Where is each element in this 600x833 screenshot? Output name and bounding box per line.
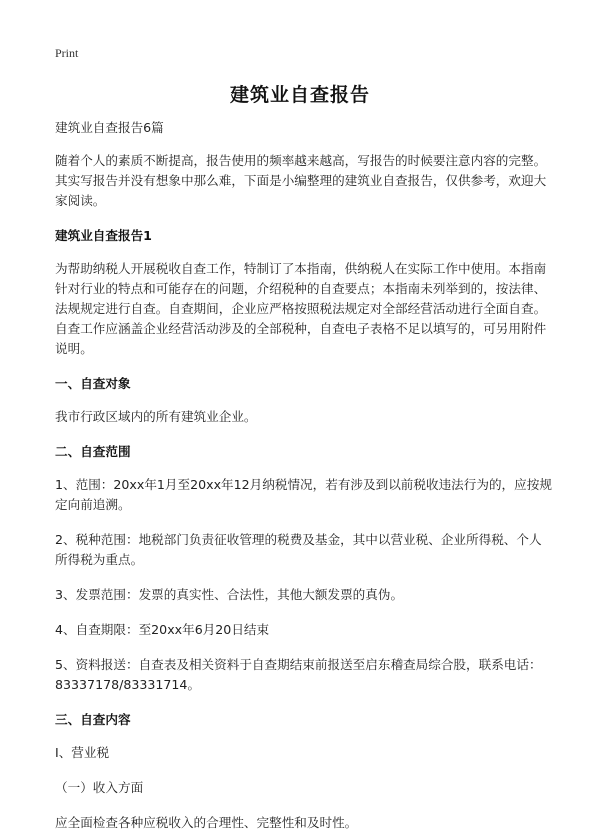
report1-heading: 建筑业自查报告1 <box>55 228 152 243</box>
section3-subheading-1: I、营业税 <box>55 745 110 760</box>
intro-paragraph: 随着个人的素质不断提高，报告使用的频率越来越高，写报告的时候要注意内容的完整。其实写报告并没有想象中那么难，下面是小编整理的建筑业自查报告，仅供参考，欢迎大家阅读。 <box>55 153 547 208</box>
section3-text: 应全面检查各种应税收入的合理性、完整性和及时性。 <box>55 815 358 830</box>
article-body <box>55 118 553 833</box>
section2-heading: 二、自查范围 <box>55 444 131 459</box>
section3-heading: 三、自查内容 <box>55 712 131 727</box>
section2-item-3: 3、发票范围：发票的真实性、合法性，其他大额发票的真伪。 <box>55 587 404 602</box>
section1-text: 我市行政区域内的所有建筑业企业。 <box>55 409 257 424</box>
section2-item-2: 2、税种范围：地税部门负责征收管理的税费及基金，其中以营业税、企业所得税、个人所得税为重点。 <box>55 532 542 567</box>
section2-item-4: 4、自查期限：至20xx年6月20日结束 <box>55 622 270 637</box>
report1-intro-paragraph: 为帮助纳税人开展税收自查工作，特制订了本指南，供纳税人在实际工作中使用。本指南针对行业的特点和可能存在的问题，介绍税种的自查要点；本指南未列举到的，按法律、法规规定进行自查。自查期间，企业应严格按照税法规定对全部经营活动进行全面自查。自查工作应涵盖企业经营活动涉及的全部税种，自查电子表格不足以填写的，可另用附件说明。 <box>55 261 547 356</box>
page-title: 建筑业自查报告 <box>229 84 370 106</box>
section3-subheading-2: （一）收入方面 <box>55 780 144 795</box>
section2-item-1: 1、范围：20xx年1月至20xx年12月纳税情况，若有涉及到以前税收违法行为的，应按规定向前追溯。 <box>55 477 552 512</box>
article-subtitle: 建筑业自查报告6篇 <box>55 120 164 135</box>
section2-item-5: 5、资料报送：自查表及相关资料于自查期结束前报送至启东稽查局综合股，联系电话：83337178/83331714。 <box>55 657 542 692</box>
section1-heading: 一、自查对象 <box>55 376 131 391</box>
print-link[interactable]: Print <box>55 46 79 60</box>
